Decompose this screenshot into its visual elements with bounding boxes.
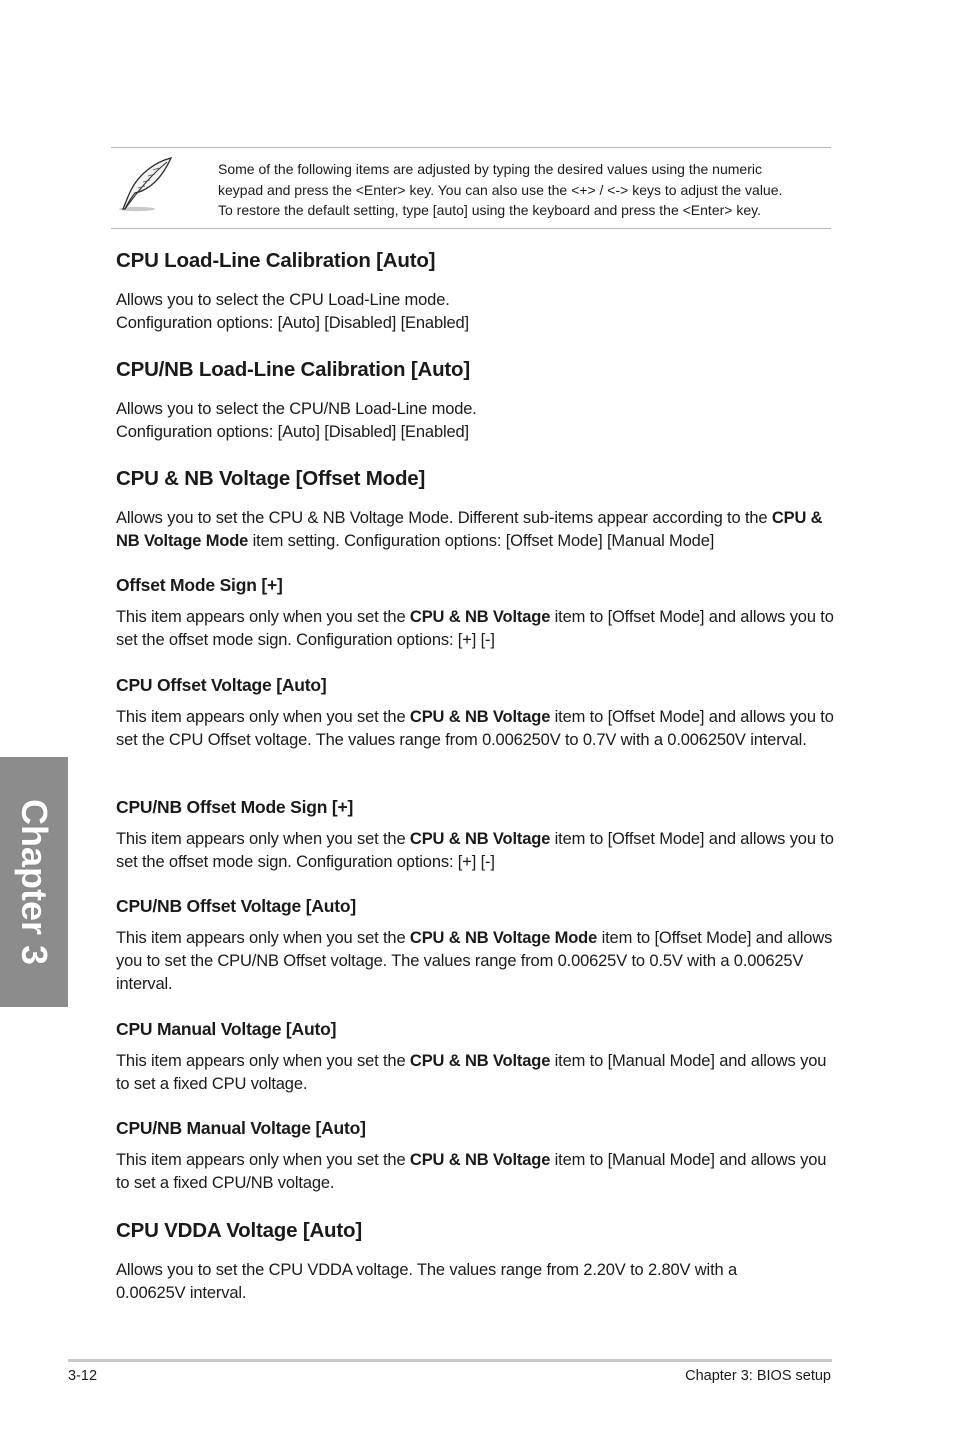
paragraph-cpunb-load-line-calibration <box>116 398 836 444</box>
paragraph-line: Configuration options: [Auto] [Disabled] [Enabled] <box>116 423 469 441</box>
heading-offset-mode-sign: Offset Mode Sign [+] <box>116 575 283 595</box>
bold-term: CPU & NB Voltage <box>409 830 551 848</box>
text-span: This item appears only when you set the <box>116 708 410 726</box>
text-span: This item appears only when you set the <box>116 1052 410 1070</box>
heading-cpu-manual-voltage: CPU Manual Voltage [Auto] <box>116 1019 337 1039</box>
footer-divider <box>68 1359 832 1362</box>
text-span: item to [Offset Mode] and allows you to set the offset mode sign. Configuration options: [+] [-] <box>116 830 834 871</box>
paragraph-cpu-offset-voltage <box>116 706 836 752</box>
text-span: Allows you to set the CPU & NB Voltage Mode. Different sub-items appear according to the <box>116 509 772 527</box>
paragraph-cpunb-manual-voltage <box>116 1149 836 1195</box>
paragraph-cpu-manual-voltage <box>116 1050 836 1096</box>
text-span: item setting. Configuration options: [Offset Mode] [Manual Mode] <box>248 532 715 550</box>
paragraph-offset-mode-sign <box>116 606 836 652</box>
chapter-side-tab <box>0 757 68 1007</box>
paragraph-line: Allows you to select the CPU Load-Line mode. <box>116 291 450 309</box>
heading-cpu-load-line-calibration: CPU Load-Line Calibration [Auto] <box>116 249 436 272</box>
footer-chapter-title: Chapter 3: BIOS setup <box>685 1368 831 1384</box>
paragraph-line: Allows you to select the CPU/NB Load-Line mode. <box>116 400 477 418</box>
paragraph-cpu-vdda-voltage <box>116 1259 836 1305</box>
text-span: This item appears only when you set the <box>116 929 410 947</box>
note-line: To restore the default setting, type [auto] using the keyboard and press the <Enter> key. <box>218 202 761 218</box>
paragraph-line: Configuration options: [Auto] [Disabled] [Enabled] <box>116 314 469 332</box>
paragraph-cpunb-offset-voltage <box>116 927 836 996</box>
note-box <box>111 147 831 229</box>
paragraph-line: 0.00625V interval. <box>116 1284 247 1302</box>
paragraph-line: Allows you to set the CPU VDDA voltage. The values range from 2.20V to 2.80V with a <box>116 1261 737 1279</box>
bold-term: CPU & NB Voltage <box>409 1052 551 1070</box>
text-span: This item appears only when you set the <box>116 830 410 848</box>
text-span: item to [Offset Mode] and allows you to set the offset mode sign. Configuration options: [+] [-] <box>116 608 834 649</box>
text-span: This item appears only when you set the <box>116 608 410 626</box>
bold-term: CPU & NB Voltage <box>409 1151 551 1169</box>
paragraph-cpu-load-line-calibration <box>116 289 836 335</box>
note-line: Some of the following items are adjusted by typing the desired values using the numeric <box>218 161 762 177</box>
bold-term: CPU & NB Voltage <box>409 608 551 626</box>
footer-page-number: 3-12 <box>68 1368 98 1384</box>
heading-cpu-vdda-voltage: CPU VDDA Voltage [Auto] <box>116 1219 362 1242</box>
text-span: This item appears only when you set the <box>116 1151 410 1169</box>
heading-cpu-nb-voltage: CPU & NB Voltage [Offset Mode] <box>116 467 426 490</box>
chapter-side-label: Chapter 3 <box>14 798 55 966</box>
heading-cpunb-offset-mode-sign: CPU/NB Offset Mode Sign [+] <box>116 797 354 817</box>
paragraph-cpu-nb-voltage <box>116 507 836 553</box>
note-text <box>218 159 830 221</box>
bold-term: CPU & NB Voltage Mode <box>409 929 598 947</box>
text-span: item to [Offset Mode] and allows you to set the CPU/NB Offset voltage. The values range from 0.00625V to 0.5V with a 0.00625V interval. <box>116 929 833 993</box>
heading-cpunb-manual-voltage: CPU/NB Manual Voltage [Auto] <box>116 1118 366 1138</box>
heading-cpunb-offset-voltage: CPU/NB Offset Voltage [Auto] <box>116 896 357 916</box>
note-line: keypad and press the <Enter> key. You can also use the <+> / <-> keys to adjust the value. <box>218 181 783 198</box>
heading-cpunb-load-line-calibration: CPU/NB Load-Line Calibration [Auto] <box>116 358 471 381</box>
text-span: item to [Offset Mode] and allows you to set the CPU Offset voltage. The values range from 0.006250V to 0.7V with a 0.006250V interval. <box>116 708 834 749</box>
text-span: item to [Manual Mode] and allows you to set a fixed CPU voltage. <box>116 1052 827 1093</box>
paragraph-cpunb-offset-mode-sign <box>116 828 836 874</box>
text-span: item to [Manual Mode] and allows you to set a fixed CPU/NB voltage. <box>116 1151 827 1192</box>
heading-cpu-offset-voltage: CPU Offset Voltage [Auto] <box>116 675 327 695</box>
bold-term: CPU & NB Voltage <box>409 708 551 726</box>
bold-term: CPU & NB Voltage Mode <box>116 509 823 550</box>
quill-feather-icon <box>115 156 175 214</box>
